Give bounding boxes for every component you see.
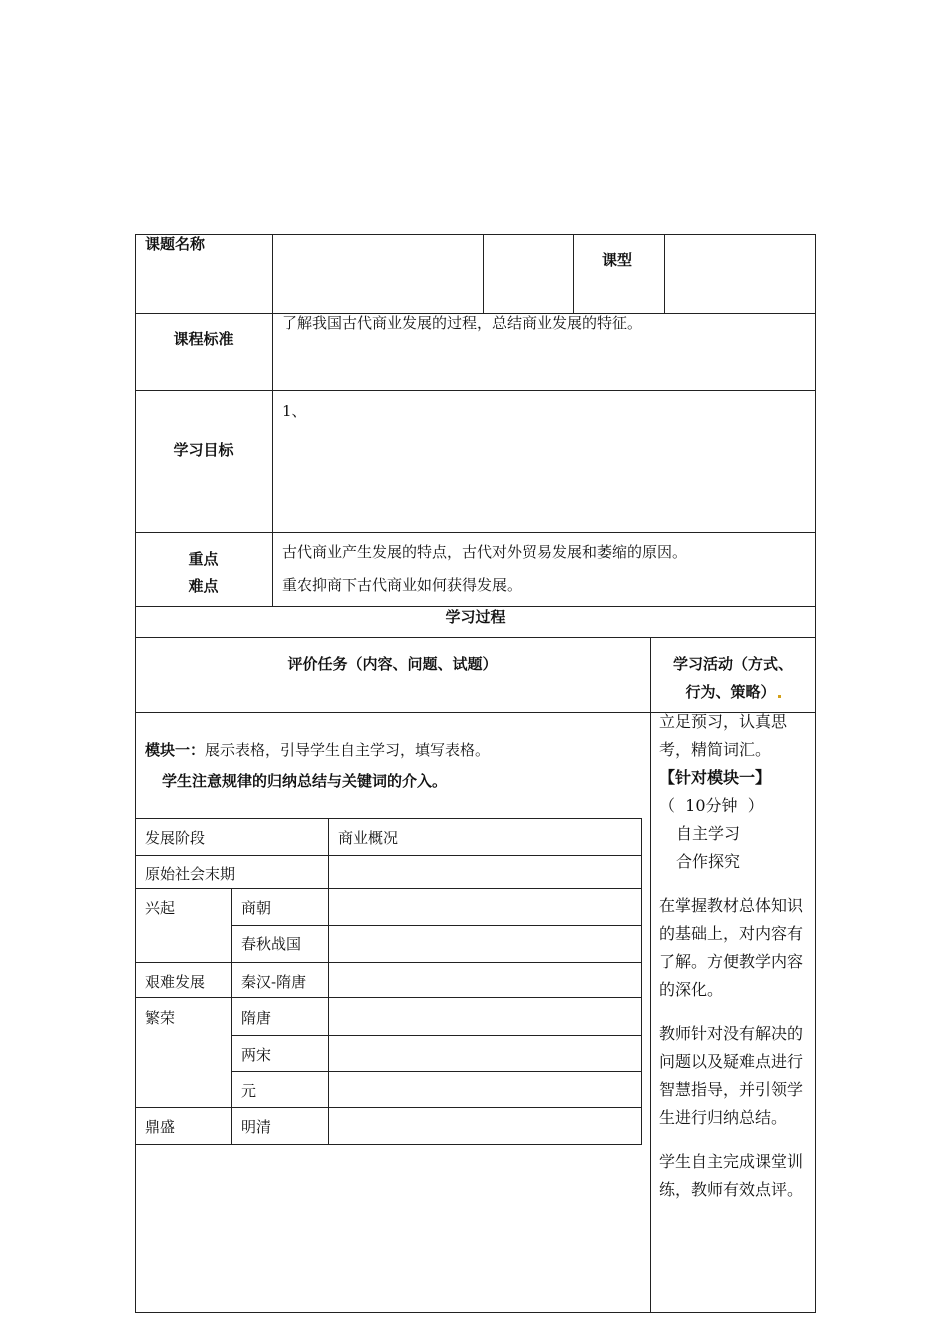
table-row-stage: 鼎盛 (145, 1118, 176, 1136)
module-one-text: 展示表格，引导学生自主学习，填写表格。 (205, 741, 491, 759)
topic-label: 课题名称 (145, 235, 206, 253)
module-one-note: 学生注意规律的归纳总结与关键词的介入。 (162, 772, 448, 790)
standard-text: 了解我国古代商业发展的过程，总结商业发展的特征。 (282, 314, 643, 332)
module-one-intro (145, 740, 490, 760)
process-title: 学习过程 (445, 608, 506, 626)
standard-label: 课程标准 (173, 330, 234, 348)
activity-paragraph: 教师针对没有解决的问题以及疑难点进行智慧指导，并引领学生进行归纳总结。 (659, 1024, 804, 1127)
activity-column (659, 708, 809, 1220)
table-row-stage: 繁荣 (145, 1009, 176, 1027)
module-one-label: 模块一： (145, 741, 206, 759)
table-row-stage: 原始社会末期 (145, 865, 236, 883)
activity-paragraph: 学生自主完成课堂训练，教师有效点评。 (659, 1152, 804, 1199)
goal-label: 学习目标 (173, 441, 234, 459)
inner-header-overview: 商业概况 (338, 829, 399, 847)
table-row-period: 春秋战国 (241, 935, 302, 953)
table-row-period: 隋唐 (241, 1009, 272, 1027)
lesson-type-label: 课型 (602, 251, 633, 269)
table-row-period: 商朝 (241, 899, 272, 917)
inner-header-stage: 发展阶段 (145, 829, 206, 847)
activity-line: 立足预习，认真思 (659, 712, 788, 731)
activity-cooperation: 合作探究 (676, 852, 741, 871)
time-allotment: （ 10分钟 ） (659, 796, 764, 815)
activity-line: 考，精简词汇。 (659, 740, 772, 759)
table-row-period: 秦汉-隋唐 (241, 973, 307, 991)
evaluation-header: 评价任务（内容、问题、试题） (287, 655, 498, 673)
key-point-text: 古代商业产生发展的特点，古代对外贸易发展和萎缩的原因。 (282, 543, 688, 561)
difficulty-text: 重农抑商下古代商业如何获得发展。 (282, 576, 523, 594)
activity-header-line1: 学习活动（方式、 (672, 655, 793, 673)
activity-self-study: 自主学习 (676, 824, 741, 843)
goal-text: 1、 (282, 402, 307, 420)
table-row-stage: 兴起 (145, 899, 176, 917)
table-row-period: 明清 (241, 1118, 272, 1136)
activity-header-line2: 行为、策略） (651, 682, 815, 702)
activity-paragraph: 在掌握教材总体知识的基础上，对内容有了解。方便教学内容的深化。 (659, 896, 804, 999)
table-row-period: 元 (241, 1082, 257, 1100)
module-one-tag: 【针对模块一】 (659, 768, 772, 787)
key-label: 重点 (188, 550, 219, 568)
table-row-stage: 艰难发展 (145, 973, 206, 991)
table-row-period: 两宋 (241, 1046, 272, 1064)
difficulty-label: 难点 (188, 577, 219, 595)
